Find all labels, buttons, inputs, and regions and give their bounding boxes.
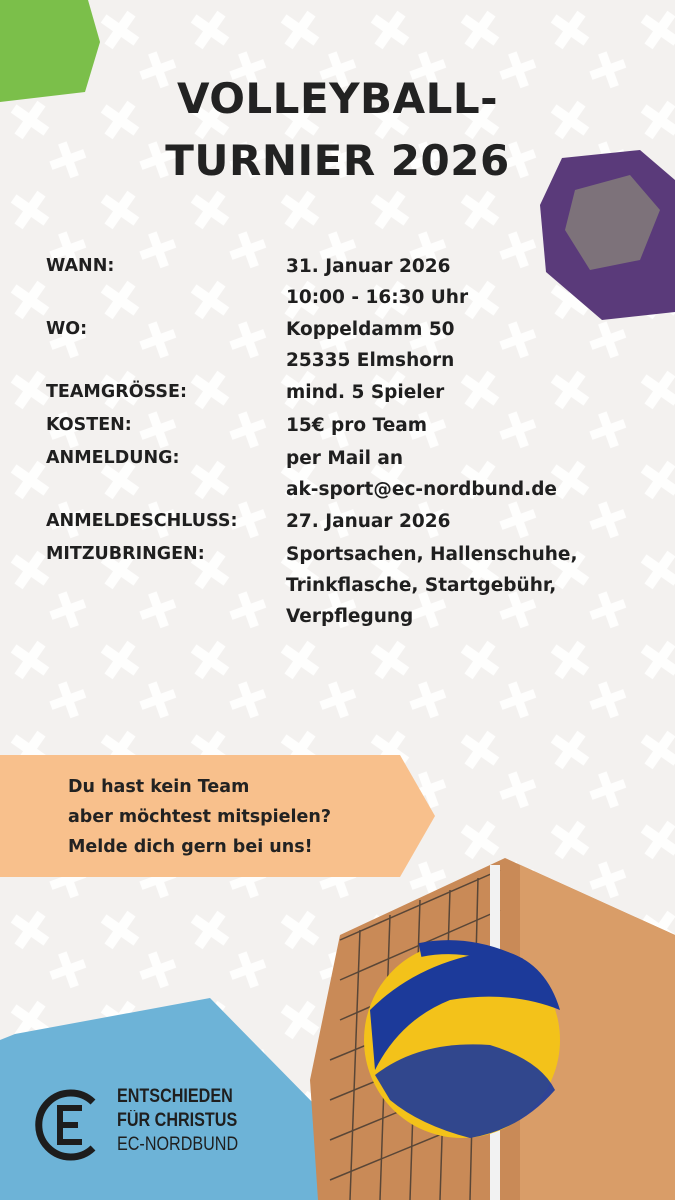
detail-row xyxy=(46,376,578,409)
detail-row xyxy=(46,409,578,442)
detail-label: MITZUBRINGEN: xyxy=(46,544,205,564)
detail-row xyxy=(46,313,578,376)
detail-value xyxy=(286,409,427,442)
detail-value xyxy=(286,538,578,632)
banner-message: Du hast kein Team aber möchtest mitspielen? Melde dich gern bei uns! xyxy=(68,777,332,857)
detail-value xyxy=(286,505,450,538)
detail-value-line: Sportsachen, Hallenschuhe, xyxy=(286,544,578,565)
detail-value-line: Verpflegung xyxy=(286,606,414,627)
detail-value xyxy=(286,250,468,313)
detail-value-line: 15€ pro Team xyxy=(286,415,428,436)
detail-label: ANMELDUNG: xyxy=(46,448,180,468)
detail-label: ANMELDESCHLUSS: xyxy=(46,511,238,531)
detail-value xyxy=(286,313,455,376)
page-title: VOLLEYBALL- TURNIER 2026 xyxy=(165,74,510,185)
detail-value-line: ak-sport@ec-nordbund.de xyxy=(286,479,557,500)
detail-value-line: 31. Januar 2026 xyxy=(286,256,451,277)
detail-label: WANN: xyxy=(46,256,115,276)
logo-text: ENTSCHIEDEN FÜR CHRISTUS EC-NORDBUND xyxy=(117,1086,239,1155)
event-details xyxy=(46,250,578,632)
detail-value-line: Trinkflasche, Startgebühr, xyxy=(286,575,557,596)
detail-label: KOSTEN: xyxy=(46,415,132,435)
detail-row xyxy=(46,538,578,632)
detail-value-line: per Mail an xyxy=(286,448,404,469)
detail-row xyxy=(46,505,578,538)
detail-value-line: 27. Januar 2026 xyxy=(286,511,451,532)
detail-value-line: Koppeldamm 50 xyxy=(286,319,455,340)
detail-label: TEAMGRÖSSE: xyxy=(46,382,187,402)
detail-row xyxy=(46,250,578,313)
detail-value-line: 25335 Elmshorn xyxy=(286,350,455,371)
detail-row xyxy=(46,442,578,505)
detail-value-line: mind. 5 Spieler xyxy=(286,382,445,403)
detail-label: WO: xyxy=(46,319,88,339)
detail-value xyxy=(286,442,557,505)
detail-value-line: 10:00 - 16:30 Uhr xyxy=(286,287,469,308)
detail-value xyxy=(286,376,444,409)
